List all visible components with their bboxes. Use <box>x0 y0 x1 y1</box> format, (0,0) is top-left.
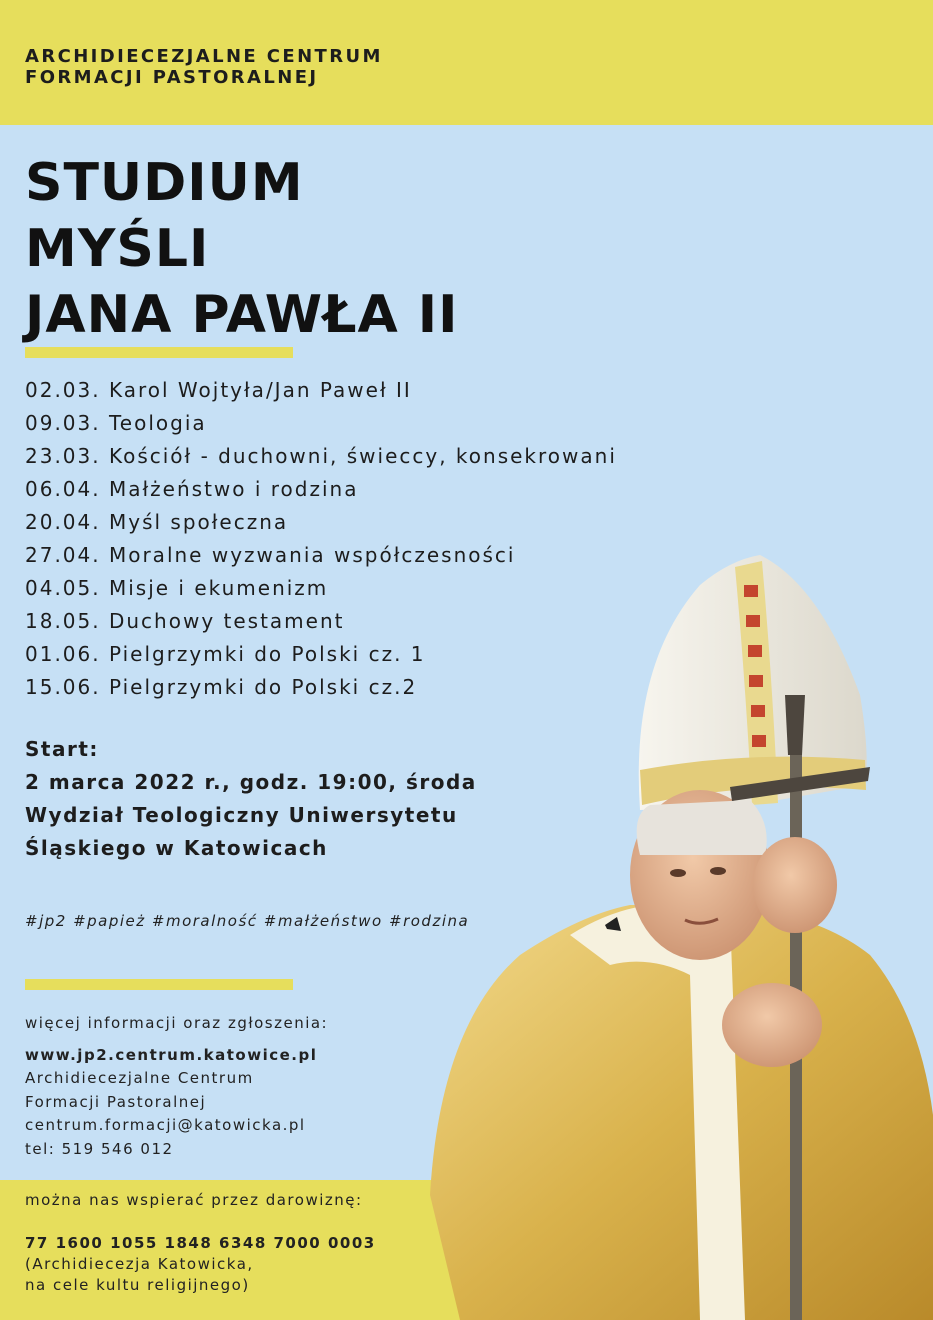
schedule-item: 15.06. Pielgrzymki do Polski cz.2 <box>25 675 418 699</box>
donation-heading: można nas wspierać przez darowiznę: <box>25 1191 363 1209</box>
donation-note-1: (Archidiecezja Katowicka, <box>25 1255 254 1273</box>
schedule-item: 23.03. Kościół - duchowni, świeccy, konsekrowani <box>25 444 617 468</box>
start-date: 2 marca 2022 r., godz. 19:00, środa <box>25 770 477 794</box>
hashtags: #jp2 #papież #moralność #małżeństwo #rodzina <box>25 912 470 930</box>
donation-note-2: na cele kultu religijnego) <box>25 1276 250 1294</box>
schedule-item: 20.04. Myśl społeczna <box>25 510 289 534</box>
schedule-item: 27.04. Moralne wyzwania współczesności <box>25 543 516 567</box>
divider-bottom <box>25 979 293 990</box>
contact-org-2: Formacji Pastoralnej <box>25 1092 207 1111</box>
start-label: Start: <box>25 737 99 761</box>
start-place-1: Wydział Teologiczny Uniwersytetu <box>25 803 458 827</box>
website-link[interactable]: www.jp2.centrum.katowice.pl <box>25 1045 318 1064</box>
schedule-item: 09.03. Teologia <box>25 411 207 435</box>
page-title <box>25 150 459 348</box>
schedule-item: 18.05. Duchowy testament <box>25 609 345 633</box>
title-line-1: STUDIUM <box>25 153 304 213</box>
contact-heading: więcej informacji oraz zgłoszenia: <box>25 1014 329 1032</box>
start-place-2: Śląskiego w Katowicach <box>25 836 328 860</box>
pope-portrait-image <box>400 555 933 1320</box>
schedule-item: 01.06. Pielgrzymki do Polski cz. 1 <box>25 642 426 666</box>
title-line-2: MYŚLI <box>25 219 210 279</box>
schedule-item: 04.05. Misje i ekumenizm <box>25 576 329 600</box>
schedule-item: 06.04. Małżeństwo i rodzina <box>25 477 359 501</box>
divider-top <box>25 347 293 358</box>
email-link[interactable]: centrum.formacji@katowicka.pl <box>25 1116 306 1134</box>
contact-org-1: Archidiecezjalne Centrum <box>25 1069 254 1087</box>
donation-info <box>25 1190 376 1296</box>
org-line-1: ARCHIDIECEZJALNE CENTRUM <box>25 46 383 67</box>
organization-name <box>25 46 383 88</box>
org-line-2: FORMACJI PASTORALNEJ <box>25 67 319 88</box>
title-line-3: JANA PAWŁA II <box>25 285 459 345</box>
contact-info <box>25 1012 328 1161</box>
phone-number: tel: 519 546 012 <box>25 1139 174 1158</box>
bank-account: 77 1600 1055 1848 6348 7000 0003 <box>25 1234 376 1252</box>
schedule-item: 02.03. Karol Wojtyła/Jan Paweł II <box>25 378 412 402</box>
